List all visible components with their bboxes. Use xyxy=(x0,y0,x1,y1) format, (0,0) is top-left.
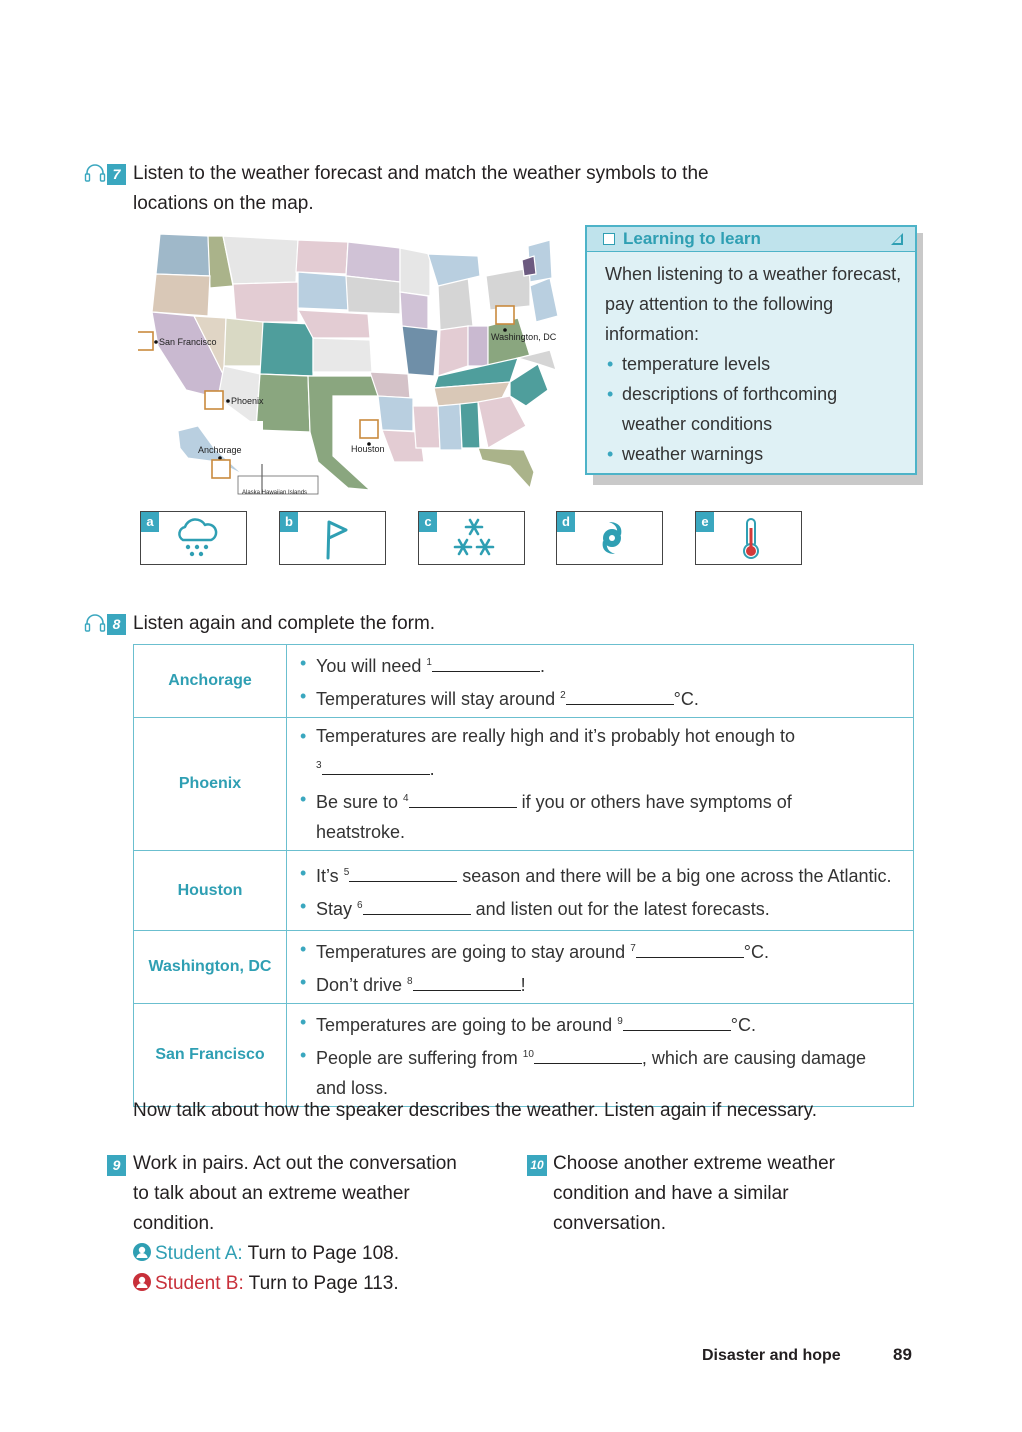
form-text: You will need xyxy=(316,656,427,676)
form-bullet xyxy=(300,784,909,847)
form-bullet xyxy=(300,681,909,714)
exercise-line: to talk about an extreme weather xyxy=(133,1183,410,1204)
learning-box-body xyxy=(605,259,907,469)
answer-blank-7[interactable] xyxy=(636,939,744,958)
exercise-10-text xyxy=(553,1149,835,1239)
symbol-box-c[interactable] xyxy=(418,511,525,565)
blank-number: 10 xyxy=(522,1049,534,1060)
learning-bullet xyxy=(605,349,907,379)
form-text: , which are causing damage xyxy=(641,1048,867,1068)
learning-intro-line: pay attention to the following xyxy=(605,294,834,314)
map-answer-box-houston[interactable] xyxy=(360,420,378,438)
exercise-9-number: 9 xyxy=(107,1155,126,1176)
inset-label: Alaska Hawaiian Islands xyxy=(242,490,308,496)
answer-blank-2[interactable] xyxy=(566,686,674,705)
map-answer-box-phoenix[interactable] xyxy=(205,391,223,409)
student-b-text: Turn to Page 113. xyxy=(243,1273,399,1294)
learning-intro-line: When listening to a weather forecast, xyxy=(605,264,902,284)
learning-bullet-text: descriptions of forthcoming xyxy=(622,384,838,404)
form-text: ! xyxy=(520,975,526,995)
form-text: Temperatures are going to stay around xyxy=(316,942,631,962)
form-city: Anchorage xyxy=(134,645,287,718)
form-row-san-francisco xyxy=(134,1004,914,1107)
form-text: season and there will be a big one across the Atlantic. xyxy=(457,865,892,886)
headphones-icon xyxy=(84,614,106,632)
blank-number: 6 xyxy=(357,899,363,911)
symbol-box-a[interactable] xyxy=(140,511,247,565)
student-b-label: Student B: xyxy=(155,1273,244,1294)
form-text: °C. xyxy=(730,1015,756,1035)
form-text: °C. xyxy=(673,689,699,709)
form-description xyxy=(287,645,914,718)
symbol-letter: e xyxy=(696,512,714,532)
learning-bullet-text: temperature levels xyxy=(622,354,771,374)
weather-form-table xyxy=(133,644,914,1107)
learning-to-learn-box xyxy=(585,225,917,475)
form-bullet xyxy=(300,1040,909,1103)
learning-box-title: Learning to learn xyxy=(623,229,761,248)
form-text: . xyxy=(539,656,545,676)
symbol-letter: d xyxy=(557,512,575,532)
instruction-line: Listen to the weather forecast and match the weather symbols to the xyxy=(133,163,709,184)
form-city: Houston xyxy=(134,851,287,931)
exercise-line: Choose another extreme weather xyxy=(553,1153,835,1174)
form-city: Phoenix xyxy=(134,718,287,851)
unit-title: Disaster and hope xyxy=(702,1347,841,1364)
form-text: Temperatures are really high and it’s probably hot enough to xyxy=(316,726,795,746)
answer-blank-1[interactable] xyxy=(432,653,540,672)
exercise-10-number: 10 xyxy=(527,1155,547,1176)
form-bullet xyxy=(300,891,913,924)
symbol-letter: c xyxy=(419,512,437,532)
form-text: Temperatures will stay around xyxy=(316,689,561,709)
form-text: °C. xyxy=(743,942,769,962)
user-icon xyxy=(133,1273,151,1291)
form-text: and listen out for the latest forecasts. xyxy=(470,898,770,919)
blank-number: 8 xyxy=(407,976,413,987)
form-text: Stay xyxy=(316,898,358,919)
map-label-houston: Houston xyxy=(351,444,385,454)
answer-blank-6[interactable] xyxy=(363,896,471,915)
exercise-8-instruction: Listen again and complete the form. xyxy=(133,613,436,634)
blank-number: 4 xyxy=(403,793,409,804)
map-label-washington: Washington, DC xyxy=(491,332,557,342)
exercise-7-instruction xyxy=(133,159,709,219)
form-row-anchorage xyxy=(134,645,914,718)
form-row-washington xyxy=(134,931,914,1004)
map-answer-box-washington[interactable] xyxy=(496,306,514,324)
student-a-line xyxy=(133,1239,399,1269)
student-a-text: Turn to Page 108. xyxy=(242,1243,400,1264)
discussion-instruction: Now talk about how the speaker describes the weather. Listen again if necessary. xyxy=(133,1100,818,1121)
instruction-line: locations on the map. xyxy=(133,193,314,214)
form-text: It’s xyxy=(316,865,344,886)
rain-cloud-icon xyxy=(171,516,221,560)
headphones-icon xyxy=(84,164,106,182)
form-city: San Francisco xyxy=(134,1004,287,1107)
answer-blank-3[interactable] xyxy=(322,756,430,775)
form-city: Washington, DC xyxy=(134,931,287,1004)
form-description xyxy=(287,851,914,931)
form-bullet xyxy=(300,648,909,681)
checkbox-icon xyxy=(603,233,615,245)
exercise-9-text xyxy=(133,1149,457,1239)
form-text: . xyxy=(429,759,435,779)
symbol-box-b[interactable] xyxy=(279,511,386,565)
form-text: Don’t drive xyxy=(316,975,408,995)
student-a-label: Student A: xyxy=(155,1243,243,1264)
form-description xyxy=(287,718,914,851)
form-text: heatstroke. xyxy=(316,822,406,842)
answer-blank-5[interactable] xyxy=(349,863,457,882)
form-bullet xyxy=(300,858,913,891)
form-row-houston xyxy=(134,851,914,931)
answer-blank-8[interactable] xyxy=(413,972,521,991)
form-bullet xyxy=(300,967,909,1000)
user-icon xyxy=(133,1243,151,1261)
exercise-7-number: 7 xyxy=(107,164,126,185)
form-bullet xyxy=(300,721,909,784)
answer-blank-9[interactable] xyxy=(623,1012,731,1031)
form-description xyxy=(287,1004,914,1107)
hurricane-icon xyxy=(587,516,637,560)
learning-box-header xyxy=(587,227,915,252)
map-label-phoenix: Phoenix xyxy=(231,396,264,406)
map-answer-box-san-francisco[interactable] xyxy=(138,332,153,350)
form-text: People are suffering from xyxy=(316,1048,523,1068)
form-text: Be sure to xyxy=(316,792,404,812)
symbol-letter: b xyxy=(280,512,298,532)
form-bullet xyxy=(300,1007,909,1040)
page-number: 89 xyxy=(893,1345,912,1364)
thermometer-icon xyxy=(726,516,776,560)
exercise-8-number: 8 xyxy=(107,614,126,635)
answer-blank-10[interactable] xyxy=(534,1045,642,1064)
learning-bullet-text: weather warnings xyxy=(622,444,764,464)
snowflakes-icon xyxy=(449,516,499,560)
blank-number: 5 xyxy=(343,866,350,878)
map-answer-box-anchorage[interactable] xyxy=(212,460,230,478)
learning-intro-line: information: xyxy=(605,324,700,344)
symbol-letter: a xyxy=(141,512,159,532)
student-b-line xyxy=(133,1269,399,1299)
blank-number: 1 xyxy=(426,657,432,668)
exercise-line: condition and have a similar xyxy=(553,1183,789,1204)
answer-blank-4[interactable] xyxy=(409,789,517,808)
flag-icon xyxy=(310,516,360,560)
map-label-anchorage: Anchorage xyxy=(198,445,242,455)
form-text: and loss. xyxy=(316,1078,389,1098)
form-text: if you or others have symptoms of xyxy=(516,792,792,812)
learning-bullet xyxy=(605,379,907,439)
exercise-line: conversation. xyxy=(553,1213,667,1234)
learning-bullet-text: weather conditions xyxy=(622,414,773,434)
symbol-box-d[interactable] xyxy=(556,511,663,565)
form-description xyxy=(287,931,914,1004)
learning-bullet xyxy=(605,439,907,469)
blank-number: 3 xyxy=(316,760,322,771)
form-row-phoenix xyxy=(134,718,914,851)
form-bullet xyxy=(300,934,909,967)
exercise-line: Work in pairs. Act out the conversation xyxy=(133,1153,457,1174)
alaska-inset xyxy=(143,421,318,494)
corner-triangle-icon xyxy=(891,233,903,245)
exercise-line: condition. xyxy=(133,1213,215,1234)
blank-number: 9 xyxy=(617,1016,623,1027)
blank-number: 2 xyxy=(560,690,566,701)
form-text: Temperatures are going to be around xyxy=(316,1015,618,1035)
us-weather-map xyxy=(138,226,568,498)
symbol-box-e[interactable] xyxy=(695,511,802,565)
map-label-san-francisco: San Francisco xyxy=(159,337,217,347)
blank-number: 7 xyxy=(630,943,636,954)
